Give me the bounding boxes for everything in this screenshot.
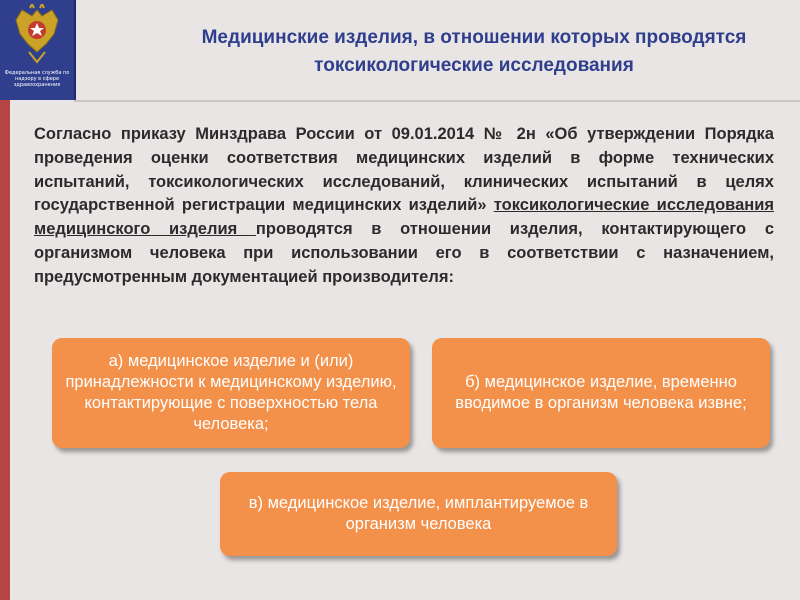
category-box-b (432, 338, 770, 448)
category-c-text: в) медицинское изделие, имплантируемое в организм человека (248, 494, 589, 533)
header (74, 0, 800, 100)
header-divider (74, 100, 800, 102)
category-b-text: б) медицинское изделие, временно вводимое в организм человека извне; (455, 373, 747, 412)
intro-paragraph (34, 123, 774, 290)
category-box-a (52, 338, 410, 448)
page-title: Медицинские изделия, в отношении которых проводятся токсикологические исследования (201, 27, 747, 76)
logo-caption: Федеральная служба по надзору в сфере здравоохранения (4, 70, 70, 88)
intro-text-part1: Согласно приказу Минздрава России от 09.01.2014 № 2н «Об утверждении Порядка проведения оценки соответствия медицинских изделий в форме технических испытаний, токсикологических исследований, клинических испытаний в целях государственной регистрации медицинских изделий» (34, 125, 774, 215)
category-a-text: а) медицинское изделие и (или) принадлежности к медицинскому изделию, контактирующие с поверхностью тела человека; (65, 352, 397, 433)
eagle-emblem-icon (12, 4, 62, 66)
intro-text-part2: проводятся в отношении изделия, контактирующего с организмом человека при использовании его в соответствии с назначением, предусмотренным документацией производителя: (34, 220, 774, 286)
logo (0, 0, 76, 100)
intro-text-underlined: токсикологические исследования медицинского изделия (34, 196, 775, 239)
category-box-c (220, 472, 617, 556)
